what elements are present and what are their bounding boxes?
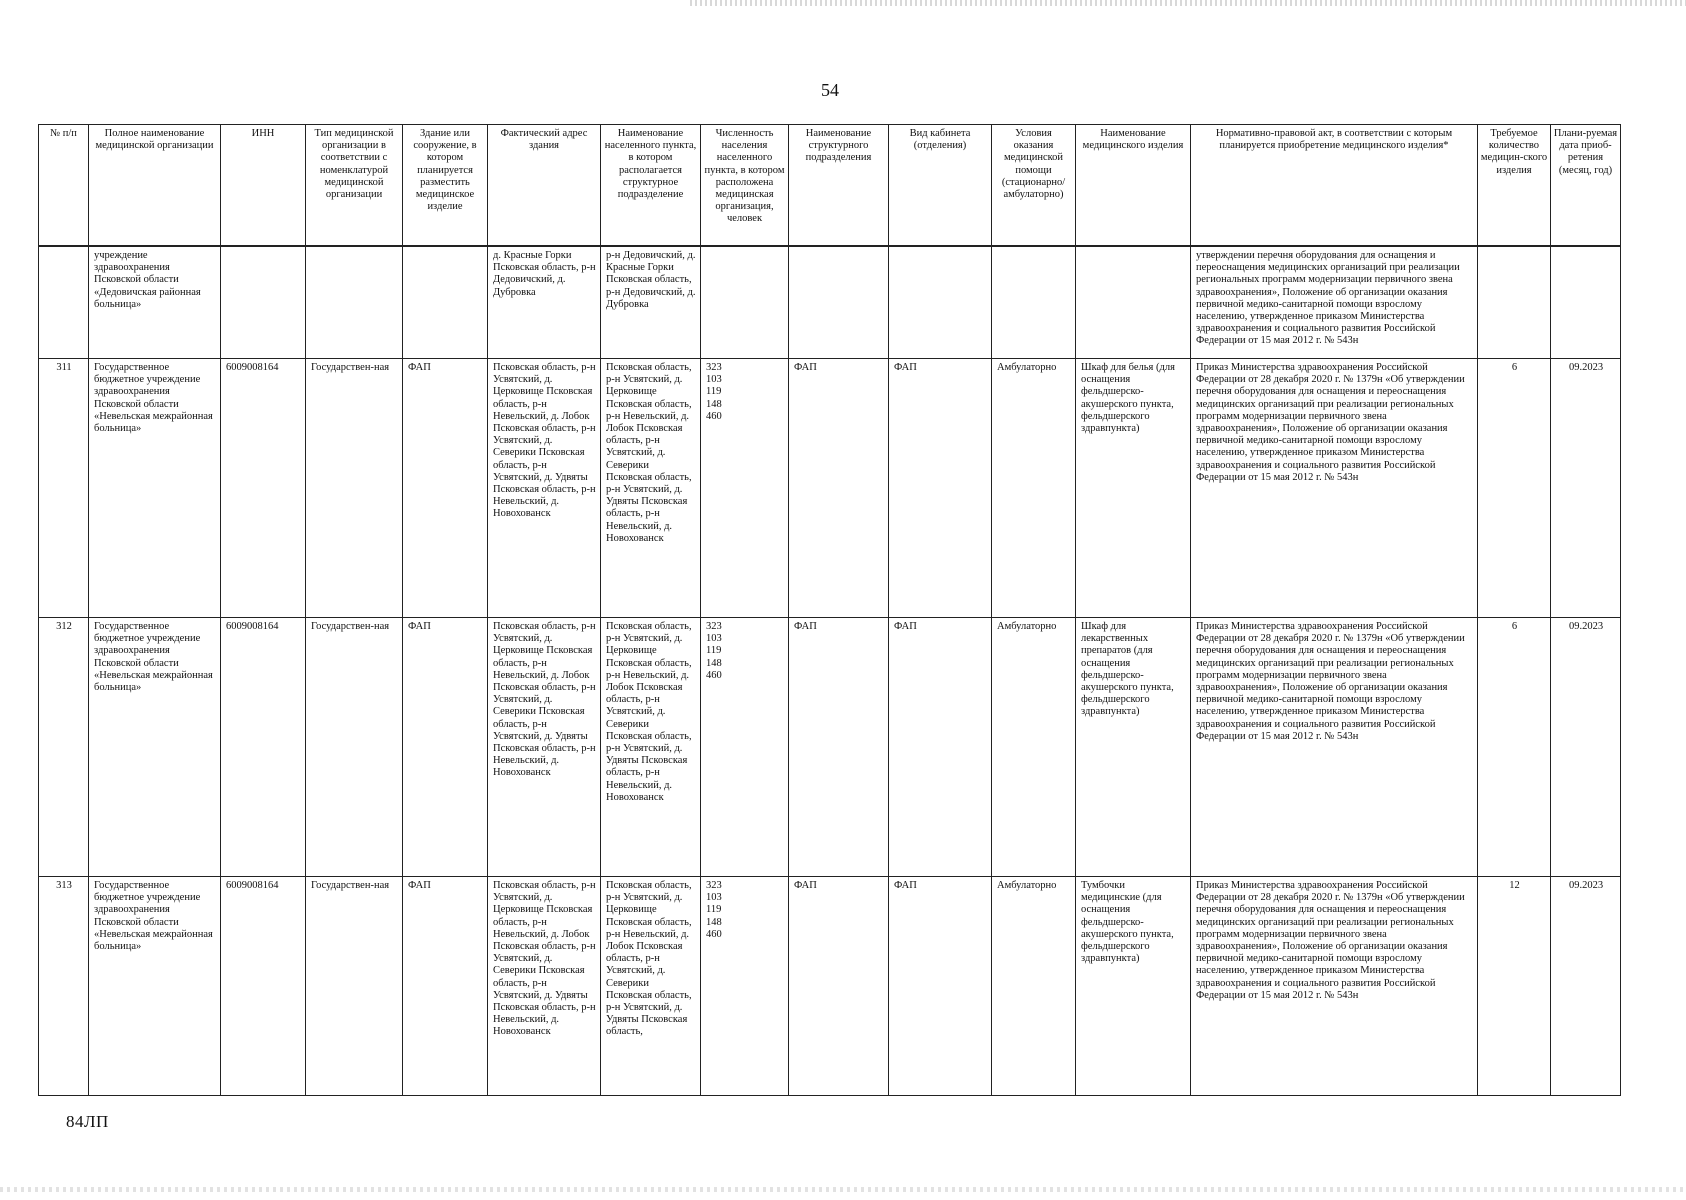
population-value: 148 bbox=[706, 398, 722, 410]
cell-device bbox=[1076, 246, 1191, 359]
table-header-row bbox=[39, 125, 1621, 247]
population-value: 119 bbox=[706, 645, 722, 657]
population-value: 460 bbox=[706, 410, 722, 422]
page-number: 54 bbox=[821, 80, 839, 100]
cell-no: 313 bbox=[39, 877, 89, 1096]
population-value: 323 bbox=[706, 621, 722, 632]
cell-org: учреждение здравоохранения Псковской области «Дедовичская районная больница» bbox=[89, 246, 221, 359]
cell-date: 09.2023 bbox=[1551, 359, 1621, 618]
population-value: 323 bbox=[706, 362, 722, 373]
cell-unit: ФАП bbox=[789, 618, 889, 877]
cell-conditions: Амбулаторно bbox=[992, 359, 1076, 618]
table-row bbox=[39, 359, 1621, 618]
cell-unit: ФАП bbox=[789, 877, 889, 1096]
cell-cabinet bbox=[889, 246, 992, 359]
population-value: 323 bbox=[706, 880, 722, 891]
scan-edge-bottom bbox=[0, 1187, 1686, 1192]
cell-qty: 6 bbox=[1478, 618, 1551, 877]
cell-date: 09.2023 bbox=[1551, 618, 1621, 877]
header-device: Наименование медицинского изделия bbox=[1076, 125, 1191, 247]
header-inn: ИНН bbox=[221, 125, 306, 247]
population-value: 460 bbox=[706, 928, 722, 940]
cell-population bbox=[701, 618, 789, 877]
population-value: 119 bbox=[706, 904, 722, 916]
cell-date bbox=[1551, 246, 1621, 359]
header-no: № п/п bbox=[39, 125, 89, 247]
cell-inn: 6009008164 bbox=[221, 618, 306, 877]
header-unit: Наименование структурного подразделения bbox=[789, 125, 889, 247]
table-row bbox=[39, 246, 1621, 359]
population-value: 148 bbox=[706, 657, 722, 669]
cell-conditions bbox=[992, 246, 1076, 359]
cell-no: 311 bbox=[39, 359, 89, 618]
cell-unit: ФАП bbox=[789, 359, 889, 618]
header-settlement: Наименование населенного пункта, в котором располагается структурное подразделение bbox=[601, 125, 701, 247]
cell-inn bbox=[221, 246, 306, 359]
cell-type: Государствен-ная bbox=[306, 618, 403, 877]
population-value: 103 bbox=[706, 633, 722, 645]
population-value: 460 bbox=[706, 669, 722, 681]
cell-org: Государственное бюджетное учреждение здравоохранения Псковской области «Невельская межрайонная больница» bbox=[89, 877, 221, 1096]
header-qty: Требуемое количество медицин-ского изделия bbox=[1478, 125, 1551, 247]
cell-address: Псковская область, р-н Усвятский, д. Церковище Псковская область, р-н Невельский, д. Лобок Псковская область, р-н Усвятский, д. Северики Псковская область, р-н Усвятский, д. Удвяты Псковская область, р-н Невельский, д. Новохованск bbox=[488, 877, 601, 1096]
population-value: 148 bbox=[706, 916, 722, 928]
cell-settlement: Псковская область, р-н Усвятский, д. Церковище Псковская область, р-н Невельский, д. Лобок Псковская область, р-н Усвятский, д. Северики Псковская область, р-н Усвятский, д. Удвяты Псковская область, р-н Невельский, д. Новохованск bbox=[601, 618, 701, 877]
cell-population bbox=[701, 359, 789, 618]
cell-unit bbox=[789, 246, 889, 359]
cell-qty: 12 bbox=[1478, 877, 1551, 1096]
cell-device: Шкаф для лекарственных препаратов (для оснащения фельдшерско-акушерского пункта, фельдшерского здравпункта) bbox=[1076, 618, 1191, 877]
cell-population bbox=[701, 877, 789, 1096]
cell-cabinet: ФАП bbox=[889, 618, 992, 877]
cell-building bbox=[403, 246, 488, 359]
equipment-table bbox=[38, 124, 1621, 1096]
cell-building: ФАП bbox=[403, 877, 488, 1096]
cell-inn: 6009008164 bbox=[221, 877, 306, 1096]
cell-type: Государствен-ная bbox=[306, 359, 403, 618]
header-address: Фактический адрес здания bbox=[488, 125, 601, 247]
cell-conditions: Амбулаторно bbox=[992, 618, 1076, 877]
cell-type: Государствен-ная bbox=[306, 877, 403, 1096]
cell-device: Тумбочки медицинские (для оснащения фельдшерско-акушерского пункта, фельдшерского здравпункта) bbox=[1076, 877, 1191, 1096]
header-cabinet: Вид кабинета (отделения) bbox=[889, 125, 992, 247]
population-value: 103 bbox=[706, 374, 722, 386]
cell-inn: 6009008164 bbox=[221, 359, 306, 618]
cell-act: утверждении перечня оборудования для оснащения и переоснащения медицинских организаций при реализации региональных программ модернизации первичного звена здравоохранения», Положение об организации оказания первичной медико-санитарной помощи взрослому населению, утвержденное приказом Министерства здравоохранения и социального развития Российской Федерации от 15 мая 2012 г. № 543н bbox=[1191, 246, 1478, 359]
cell-settlement: Псковская область, р-н Усвятский, д. Церковище Псковская область, р-н Невельский, д. Лобок Псковская область, р-н Усвятский, д. Северики Псковская область, р-н Усвятский, д. Удвяты Псковская область, р-н Невельский, д. Новохованск bbox=[601, 359, 701, 618]
cell-no: 312 bbox=[39, 618, 89, 877]
header-org: Полное наименование медицинской организации bbox=[89, 125, 221, 247]
population-value: 103 bbox=[706, 892, 722, 904]
cell-type bbox=[306, 246, 403, 359]
cell-settlement: р-н Дедовичский, д. Красные Горки Псковская область, р-н Дедовичский, д. Дубровка bbox=[601, 246, 701, 359]
footer-stamp: 84ЛП bbox=[66, 1112, 109, 1131]
cell-act: Приказ Министерства здравоохранения Российской Федерации от 28 декабря 2020 г. № 1379н «Об утверждении перечня оборудования для оснащения и переоснащения медицинских организаций при реализации региональных программ модернизации первичного звена здравоохранения», Положение об организации оказания первичной медико-санитарной помощи взрослому населению, утвержденное приказом Министерства здравоохранения и социального развития Российской Федерации от 15 мая 2012 г. № 543н bbox=[1191, 618, 1478, 877]
table-row bbox=[39, 877, 1621, 1096]
cell-building: ФАП bbox=[403, 359, 488, 618]
cell-address: Псковская область, р-н Усвятский, д. Церковище Псковская область, р-н Невельский, д. Лобок Псковская область, р-н Усвятский, д. Северики Псковская область, р-н Усвятский, д. Удвяты Псковская область, р-н Невельский, д. Новохованск bbox=[488, 618, 601, 877]
header-type: Тип медицинской организации в соответствии с номенклатурой медицинской организации bbox=[306, 125, 403, 247]
cell-cabinet: ФАП bbox=[889, 359, 992, 618]
cell-building: ФАП bbox=[403, 618, 488, 877]
header-building: Здание или сооружение, в котором планируется разместить медицинское изделие bbox=[403, 125, 488, 247]
header-conditions: Условия оказания медицинской помощи (стационарно/ амбулаторно) bbox=[992, 125, 1076, 247]
cell-date: 09.2023 bbox=[1551, 877, 1621, 1096]
cell-act: Приказ Министерства здравоохранения Российской Федерации от 28 декабря 2020 г. № 1379н «Об утверждении перечня оборудования для оснащения и переоснащения медицинских организаций при реализации региональных программ модернизации первичного звена здравоохранения», Положение об организации оказания первичной медико-санитарной помощи взрослому населению, утвержденное приказом Министерства здравоохранения и социального развития Российской Федерации от 15 мая 2012 г. № 543н bbox=[1191, 359, 1478, 618]
table-row bbox=[39, 618, 1621, 877]
cell-org: Государственное бюджетное учреждение здравоохранения Псковской области «Невельская межрайонная больница» bbox=[89, 618, 221, 877]
cell-address: Псковская область, р-н Усвятский, д. Церковище Псковская область, р-н Невельский, д. Лобок Псковская область, р-н Усвятский, д. Северики Псковская область, р-н Усвятский, д. Удвяты Псковская область, р-н Невельский, д. Новохованск bbox=[488, 359, 601, 618]
population-value: 119 bbox=[706, 386, 722, 398]
cell-device: Шкаф для белья (для оснащения фельдшерско-акушерского пункта, фельдшерского здравпункта) bbox=[1076, 359, 1191, 618]
cell-settlement: Псковская область, р-н Усвятский, д. Церковище Псковская область, р-н Невельский, д. Лобок Псковская область, р-н Усвятский, д. Северики Псковская область, р-н Усвятский, д. Удвяты Псковская область, bbox=[601, 877, 701, 1096]
cell-no bbox=[39, 246, 89, 359]
cell-qty bbox=[1478, 246, 1551, 359]
cell-population bbox=[701, 246, 789, 359]
cell-address: д. Красные Горки Псковская область, р-н Дедовичский, д. Дубровка bbox=[488, 246, 601, 359]
cell-qty: 6 bbox=[1478, 359, 1551, 618]
cell-org: Государственное бюджетное учреждение здравоохранения Псковской области «Невельская межрайонная больница» bbox=[89, 359, 221, 618]
cell-conditions: Амбулаторно bbox=[992, 877, 1076, 1096]
cell-act: Приказ Министерства здравоохранения Российской Федерации от 28 декабря 2020 г. № 1379н «Об утверждении перечня оборудования для оснащения и переоснащения медицинских организаций при реализации региональных программ модернизации первичного звена здравоохранения», Положение об организации оказания первичной медико-санитарной помощи взрослому населению, утвержденное приказом Министерства здравоохранения и социального развития Российской Федерации от 15 мая 2012 г. № 543н bbox=[1191, 877, 1478, 1096]
cell-cabinet: ФАП bbox=[889, 877, 992, 1096]
scan-edge-top bbox=[690, 0, 1686, 6]
header-act: Нормативно-правовой акт, в соответствии с которым планируется приобретение медицинского изделия* bbox=[1191, 125, 1478, 247]
header-population: Численность населения населенного пункта, в котором расположена медицинская организация, человек bbox=[701, 125, 789, 247]
header-date: Плани-руемая дата приоб-ретения (месяц, год) bbox=[1551, 125, 1621, 247]
